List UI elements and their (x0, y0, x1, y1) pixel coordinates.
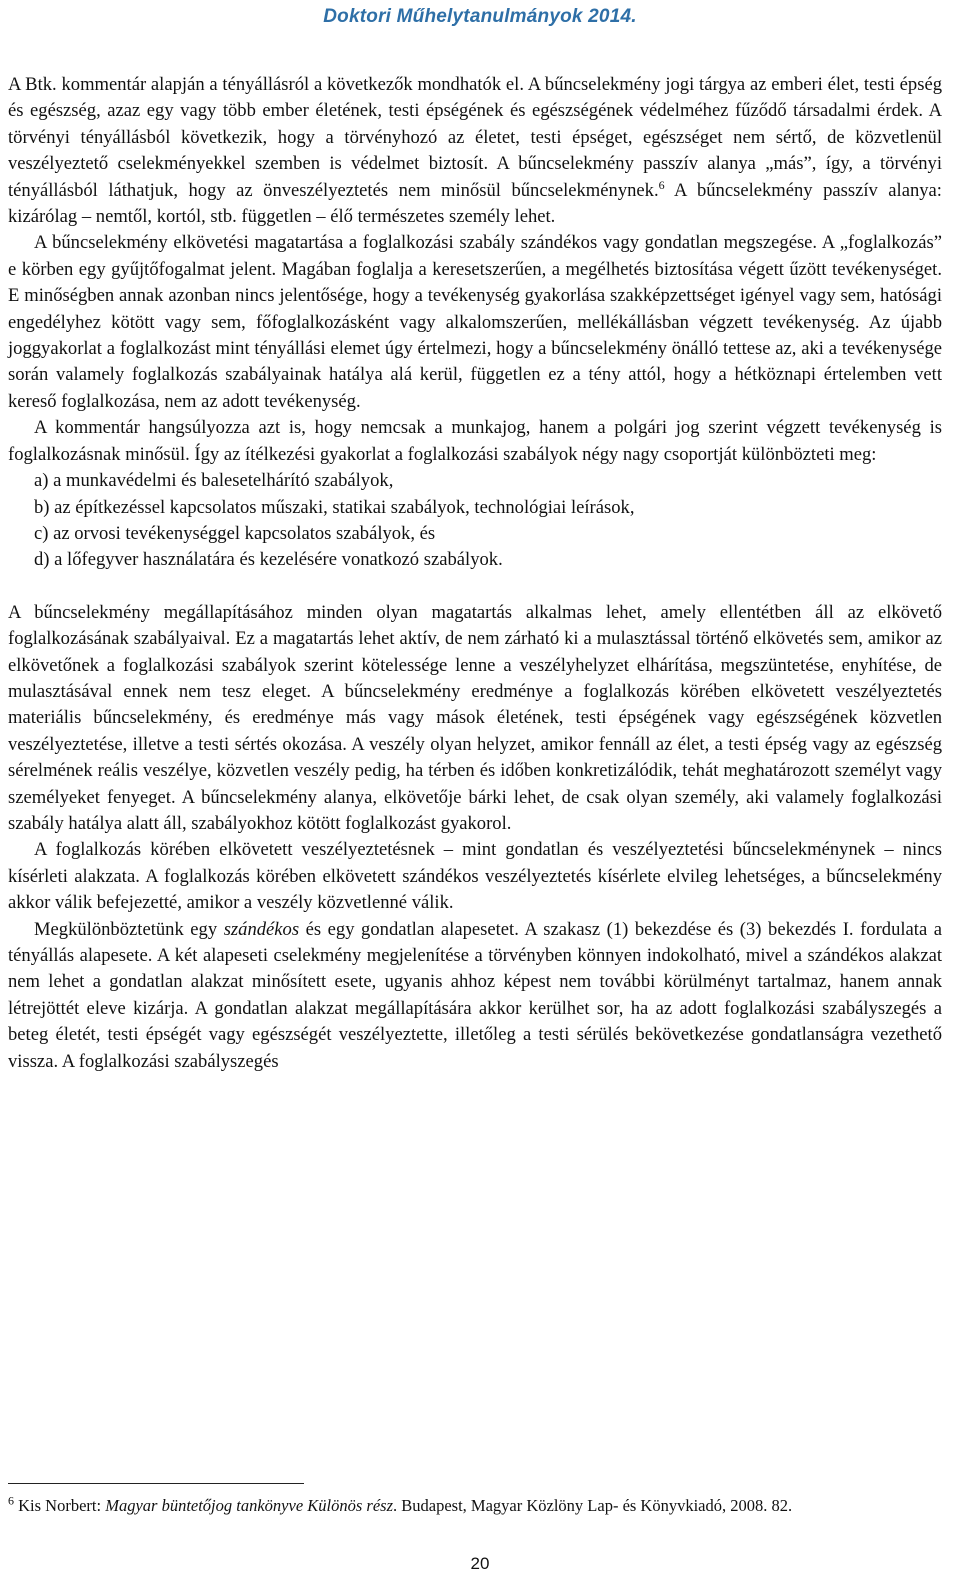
list-item: c) az orvosi tevékenységgel kapcsolatos szabályok, és (34, 522, 436, 544)
page-number: 20 (470, 1554, 490, 1573)
footnote (8, 1494, 942, 1518)
list-item: d) a lőfegyver használatára és kezelésére vonatkozó szabályok. (34, 549, 503, 571)
paragraph-2: A bűncselekmény elkövetési magatartása a foglalkozási szabály szándékos vagy gondatlan megszegése. A „foglalkozás” e körben egy gyűjtőfogalmat jelent. Magában foglalja a keresetszerűen, a megélhetés biztosítása végett űzött tevékenységet. E minőségben annak azonban nincs jelentősége, hogy a tevékenység gyakorlása szakképzettséget igényel vagy sem, hatósági engedélyhez kötött vagy sem, főfoglalkozásként vagy alkalomszerűen, mellékállásban végzett tevékenység. Az újabb joggyakorlat a foglalkozást mint tényállási elemet úgy értelmezi, hogy a bűncselekmény önálló tettese az, aki a tevékenysége során valamely foglalkozás szabályainak hatálya alá kerül, független ez a tény attól, hogy a hétköznapi értelemben vett kereső foglalkozása, nem az adott tevékenység. (8, 232, 942, 412)
footnote-ref[interactable]: 6 (658, 177, 665, 192)
paragraph-1 (8, 72, 942, 230)
running-header (0, 6, 960, 28)
footnote-author: Kis Norbert: (14, 1496, 106, 1515)
body-text (8, 72, 942, 1075)
journal-title: Doktori Műhelytanulmányok 2014. (323, 6, 637, 27)
list-item: a) a munkavédelmi és balesetelhárító szabályok, (34, 470, 394, 492)
paragraph-gap (8, 574, 942, 600)
paragraph-6 (8, 917, 942, 1075)
paragraph-6-text-b: és egy gondatlan alapesetet. A szakasz (1) bekezdése és (3) bekezdés I. fordulata a tényállás alapesete. A két alapeseti cselekmény megjelenítése a törvényben könnyen indokolható, mivel a szándékos alakzat nem lehet a gondatlan alakzat minősített esete, ugyanis ahhoz képest nem további körülményt tartalmaz, hanem annak létrejöttét eleve kizárja. A gondatlan alakzat megállapítására akkor kerülhet sor, ha az adott foglalkozási szabályszegés a beteg életét, testi épségét vagy egészségét veszélyeztette, illetőleg a testi sérülés bekövetkezése gondatlanságra vezethető vissza. A foglalkozási szabályszegés (8, 918, 942, 1072)
paragraph-6-emphasis: szándékos (223, 918, 300, 940)
footnote-divider (8, 1483, 304, 1484)
footnote-book-title: Magyar büntetőjog tankönyve Különös rész (105, 1496, 393, 1515)
list-item: b) az építkezéssel kapcsolatos műszaki, statikai szabályok, technológiai leírások, (34, 496, 635, 518)
paragraph-1-text-a: A Btk. kommentár alapján a tényállásról a következők mondhatók el. A bűncselekmény jogi tárgya az emberi élet, testi épség és egészség, azaz egy vagy több ember életének, testi épségének és egészségének védelméhez fűződő társadalmi érdek. A törvényi tényállásból következik, hogy a törvényhozó az életet, testi épséget, egészséget nem sértő, de közvetlenül veszélyeztető cselekményekkel szemben is védelmet biztosít. A bűncselekmény passzív alanya „más”, így, a törvényi tényállásból láthatjuk, hogy az önveszélyeztetés nem minősül bűncselekménynek. (8, 74, 942, 201)
footnote-publication: . Budapest, Magyar Közlöny Lap- és Könyvkiadó, 2008. 82. (393, 1496, 793, 1515)
paragraph-1-text-b: A bűncselekmény passzív alanya: kizárólag – nemtől, kortól, stb. független – élő természetes személy lehet. (8, 179, 942, 228)
paragraph-3: A kommentár hangsúlyozza azt is, hogy nemcsak a munkajog, hanem a polgári jog szerint végzett tevékenység is foglalkozásnak minősül. Így az ítélkezési gyakorlat a foglalkozási szabályok négy nagy csoportját különbözteti meg: (8, 417, 942, 465)
paragraph-5: A foglalkozás körében elkövetett veszélyeztetésnek – mint gondatlan és veszélyeztetési bűncselekménynek – nincs kísérleti alakzata. A foglalkozás körében elkövetett szándékos veszélyeztetés kísérlete elvileg lehetséges, a bűncselekmény akkor válik befejezetté, amikor a veszély közvetlenné válik. (8, 839, 942, 914)
paragraph-4: A bűncselekmény megállapításához minden olyan magatartás alkalmas lehet, amely ellentétben áll az elkövető foglalkozásának szabályaival. Ez a magatartás lehet aktív, de nem zárható ki a mulasztással történő elkövetés sem, amikor az elkövetőnek a foglalkozási szabályok szerint kötelessége lenne a veszélyhelyzet elhárítása, megszüntetése, enyhítése, de mulasztásával ennek nem tesz eleget. A bűncselekmény eredménye a foglalkozás körében elkövetett veszélyeztetés materiális bűncselekmény, és eredménye más vagy mások életének, testi épségének vagy egészségének közvetlen veszélyeztetése, illetve a testi sértés okozása. A veszély olyan helyzet, amikor fennáll az élet, a testi épség vagy az egészség sérelmének reális veszélye, közvetlen veszély pedig, ha térben és időben konkretizálódik, tehát meghatározott személyt vagy személyeket fenyeget. A bűncselekmény alanya, elkövetője bárki lehet, de csak olyan személy, aki valamely foglalkozási szabály hatálya alatt áll, szabályokhoz kötött foglalkozást gyakorol. (8, 601, 942, 834)
paragraph-6-text-a: Megkülönböztetünk egy (34, 918, 224, 940)
footnote-number: 6 (8, 1493, 14, 1508)
